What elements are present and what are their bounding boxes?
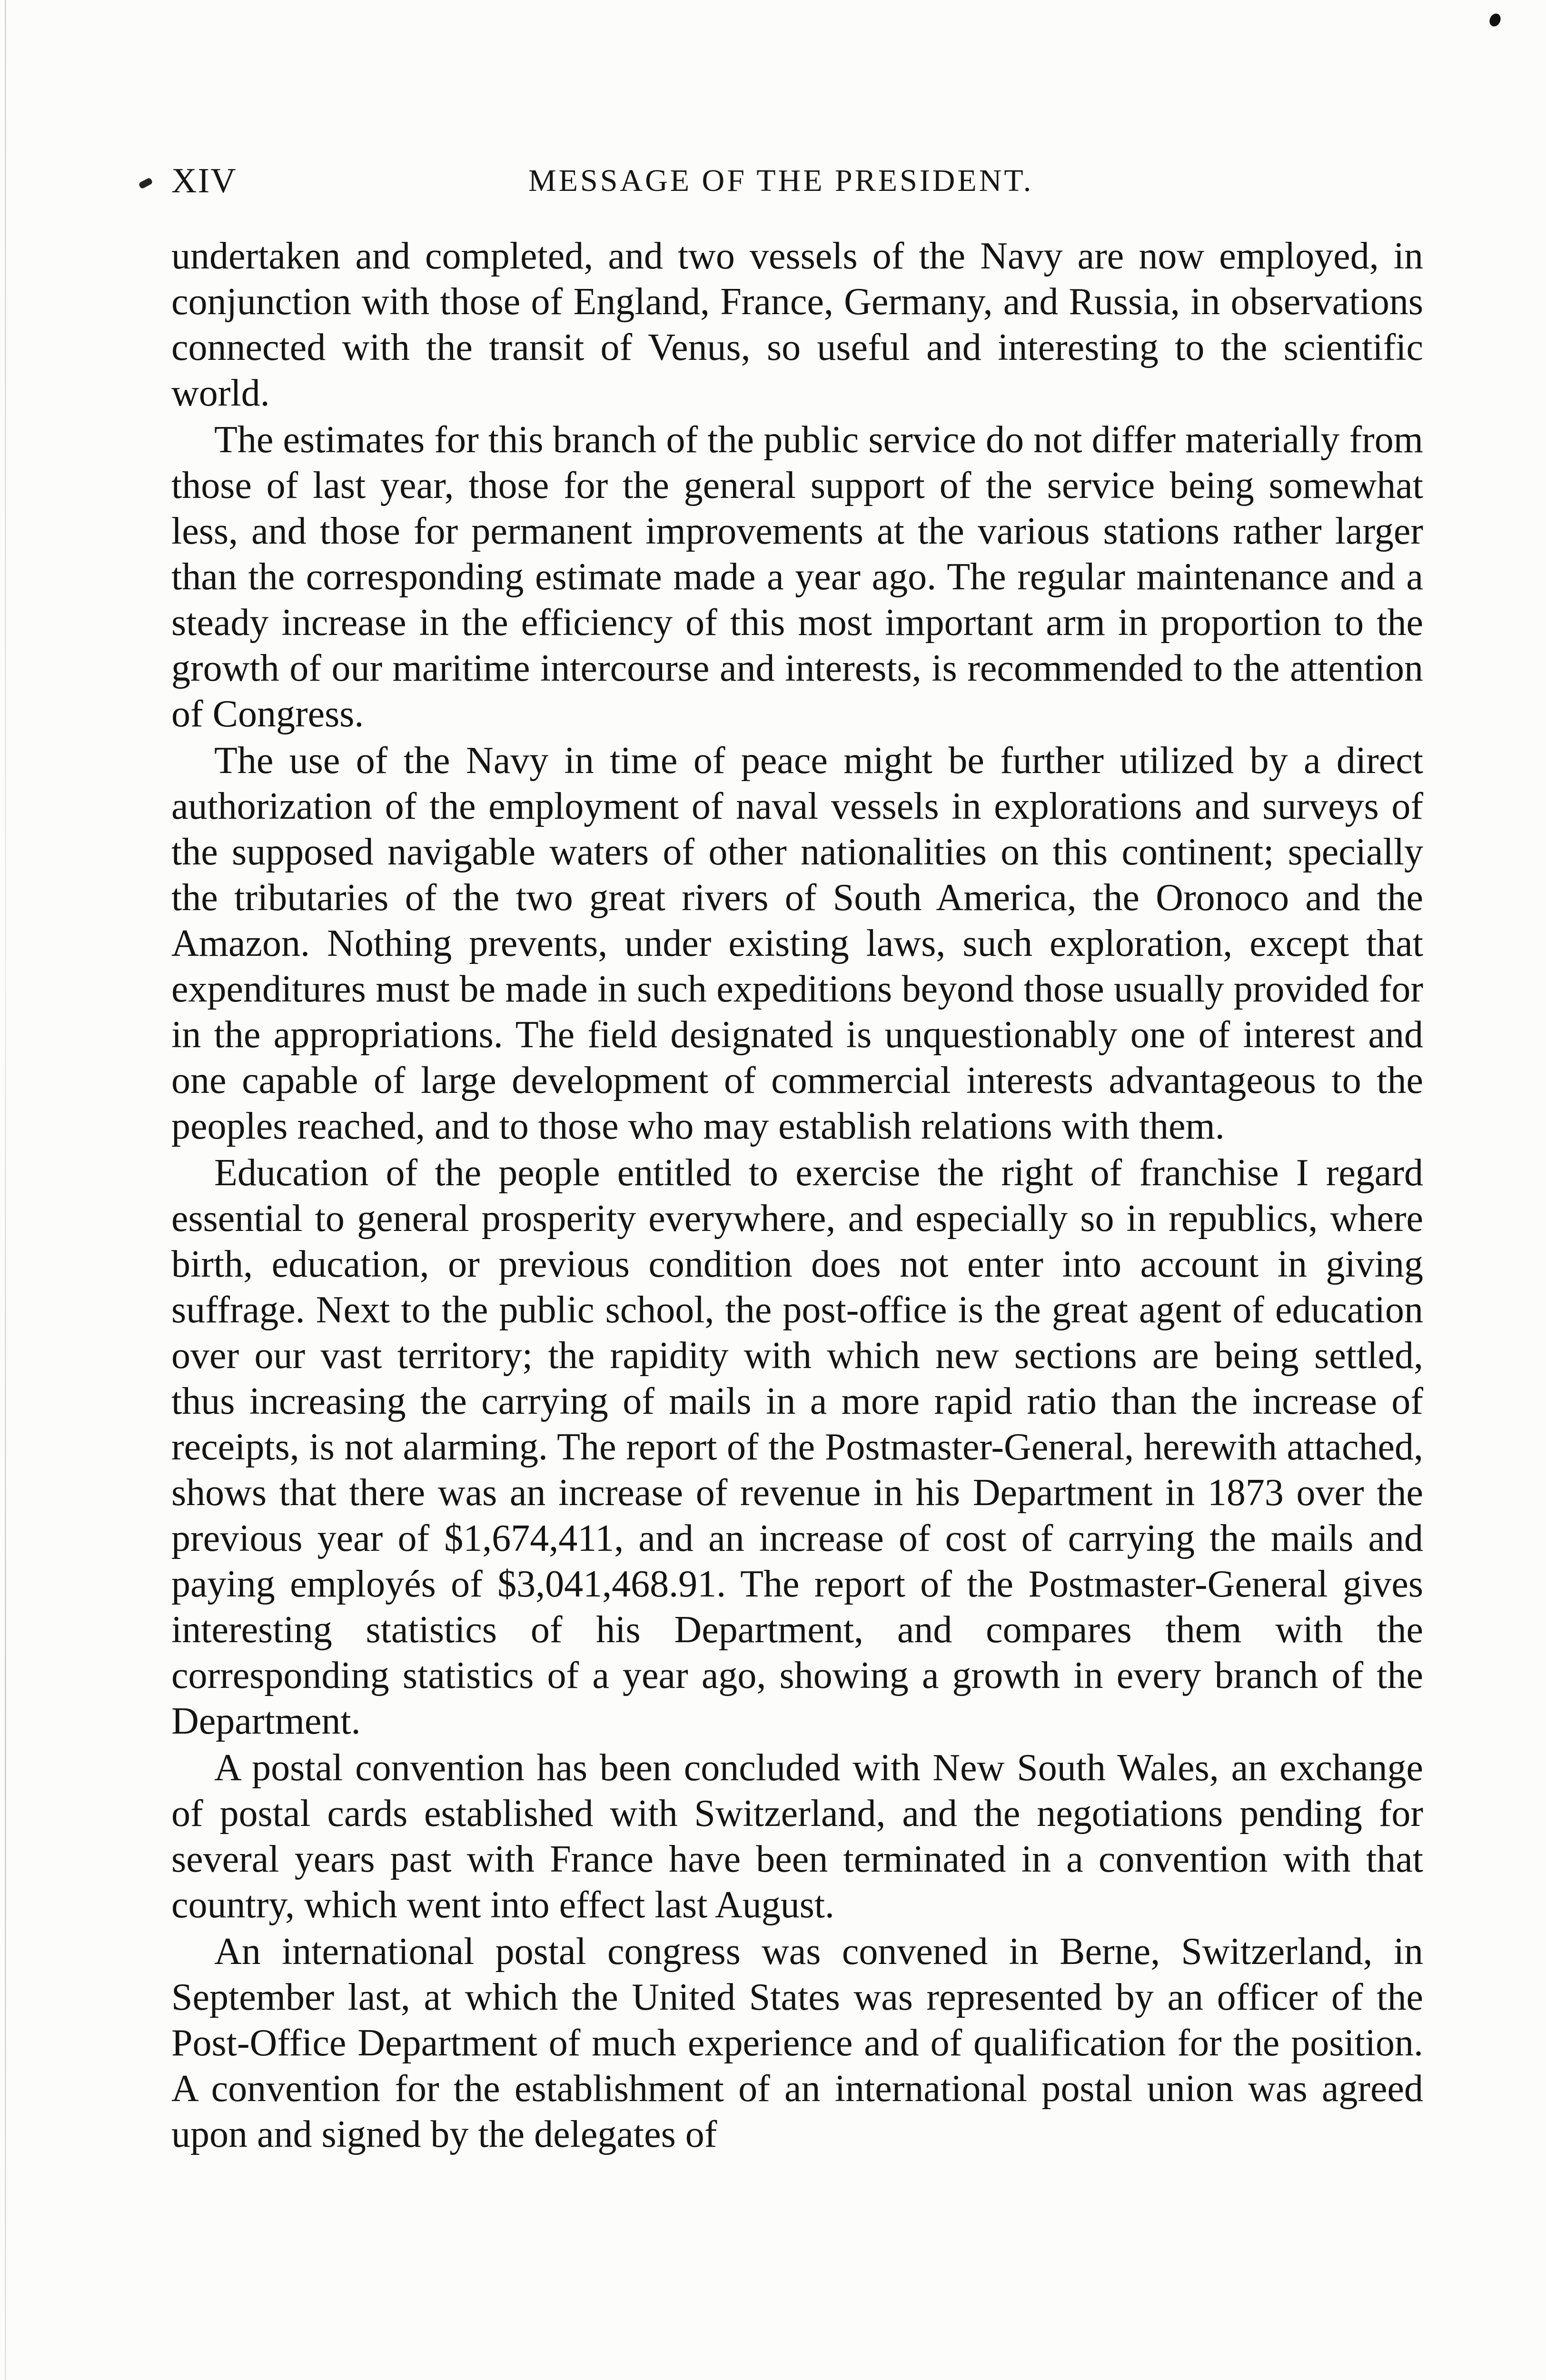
paragraph-navy-explorations: The use of the Navy in time of peace might be further utilized by a direct authorization of the employment of naval vessels in explorations and surveys of the supposed navigable waters of other nationalities on this continent; specially the tributaries of the two great rivers of South America, the Oronoco and the Amazon. Nothing prevents, under existing laws, such exploration, except that expenditures must be made in such expeditions beyond those usually provided for in the appropriations. The field designated is unquestionably one of interest and one capable of large development of commercial interests advantageous to the peoples reached, and to those who may establish relations with them. bbox=[171, 740, 1423, 1147]
ink-speck bbox=[1487, 12, 1503, 29]
paragraph-postal-congress: An international postal congress was convened in Berne, Switzerland, in September last, at which the United States was represented by an officer of the Post-Office Department of much experience and of qualification for the position. A convention for the establishment of an international postal union was agreed upon and signed by the delegates of bbox=[171, 1931, 1423, 2155]
page-edge-shadow bbox=[5, 0, 6, 2380]
paragraph-postal-convention: A postal convention has been concluded with New South Wales, an exchange of postal cards established with Switzerland, and the negotiations pending for several years past with France have been terminated in a convention with that country, which went into effect last August. bbox=[171, 1747, 1423, 1926]
paragraph-education-postoffice: Education of the people entitled to exercise the right of franchise I regard essential to general prosperity everywhere, and especially so in republics, where birth, education, or previous condition does not enter into account in giving suffrage. Next to the public school, the post-office is the great agent of education over our vast territory; the rapidity with which new sections are being settled, thus increasing the carrying of mails in a more rapid ratio than the increase of receipts, is not alarming. The report of the Postmaster-General, herewith attached, shows that there was an increase of revenue in his Department in 1873 over the previous year of $1,674,411, and an increase of cost of carrying the mails and paying employés of $3,041,468.91. The report of the Postmaster-General gives interesting statistics of his Department, and compares them with the corresponding statistics of a year ago, showing a growth in every branch of the Department. bbox=[171, 1152, 1423, 1742]
body-text bbox=[171, 233, 1423, 2158]
page-header bbox=[129, 157, 1414, 214]
running-title: MESSAGE OF THE PRESIDENT. bbox=[528, 163, 1034, 198]
ink-mark bbox=[138, 177, 153, 189]
paragraph-continuation: undertaken and completed, and two vessels of the Navy are now employed, in conjunction with those of England, France, Germany, and Russia, in observations connected with the transit of Venus, so useful and interesting to the scientific world. bbox=[171, 235, 1423, 414]
paragraph-navy-estimates: The estimates for this branch of the public service do not differ materially from those of last year, those for the general support of the service being somewhat less, and those for permanent improvements at the various stations rather larger than the corresponding estimate made a year ago. The regular maintenance and a steady increase in the efficiency of this most important arm in proportion to the growth of our maritime intercourse and interests, is recommended to the attention of Congress. bbox=[171, 419, 1423, 735]
page-number: XIV bbox=[171, 161, 237, 200]
